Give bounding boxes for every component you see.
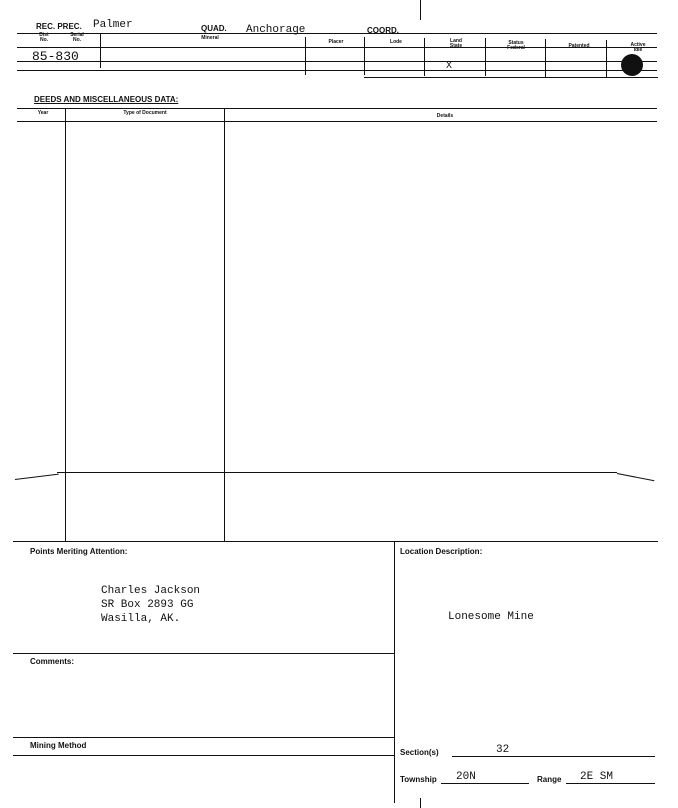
rec-prec-value: Palmer	[93, 19, 133, 31]
points-line-3: Wasilla, AK.	[101, 613, 181, 625]
comments-rule	[13, 653, 394, 654]
deeds-top-rule	[17, 108, 657, 109]
range-label: Range	[537, 775, 562, 784]
section-line	[452, 756, 655, 757]
range-line	[566, 783, 655, 784]
header-sub-rule	[17, 47, 657, 48]
township-value: 20N	[456, 771, 476, 783]
col-mineral: Mineral	[201, 35, 219, 41]
comments-label: Comments:	[30, 657, 75, 666]
col-active-idle: Active Idle	[630, 42, 646, 53]
deeds-col-details: Details	[436, 113, 454, 119]
rec-prec-label: REC. PREC.	[36, 22, 82, 31]
land-state-mark: X	[446, 61, 453, 72]
col-placer: Placer	[328, 39, 344, 45]
mining-rule	[13, 737, 394, 738]
grid-v-patented	[606, 40, 607, 78]
col-status-federal: Status Federal	[507, 40, 525, 51]
points-line-2: SR Box 2893 GG	[101, 599, 194, 611]
deeds-v-type	[224, 108, 225, 541]
top-tick	[420, 0, 421, 20]
deeds-col-year: Year	[37, 110, 49, 116]
points-label: Points Meriting Attention:	[30, 547, 128, 556]
fold-line-right	[617, 473, 654, 481]
row-rule	[17, 61, 657, 62]
deeds-title: DEEDS AND MISCELLANEOUS DATA:	[34, 95, 179, 104]
deeds-col-type: Type of Document	[123, 110, 167, 116]
coord-label: COORD.	[367, 26, 399, 35]
col-land-state: Land State	[449, 38, 463, 49]
mining-method-label: Mining Method	[30, 741, 87, 750]
mining-sub-rule	[13, 755, 394, 756]
bottom-tick	[420, 798, 421, 808]
row-bottom-rule-2	[364, 77, 658, 78]
township-label: Township	[400, 775, 437, 784]
points-line-1: Charles Jackson	[101, 585, 201, 597]
grid-v-dist	[100, 34, 101, 68]
deeds-head-rule	[17, 121, 657, 122]
col-patented: Patented	[568, 43, 590, 49]
lower-top-rule	[13, 541, 658, 542]
fold-line	[57, 472, 617, 473]
section-label: Section(s)	[400, 748, 439, 757]
quad-label: QUAD.	[201, 24, 227, 33]
location-label: Location Description:	[400, 547, 483, 556]
row-bottom-rule	[17, 70, 657, 71]
deeds-v-year	[65, 108, 66, 541]
col-lode: Lode	[390, 39, 402, 45]
col-dist-no: Dist No.	[39, 32, 49, 43]
township-line	[441, 783, 529, 784]
location-value: Lonesome Mine	[448, 611, 534, 623]
active-status-dot	[621, 54, 643, 76]
fold-line-left	[15, 474, 59, 480]
lower-divider	[394, 541, 395, 803]
section-value: 32	[496, 744, 510, 756]
header-rule	[17, 33, 657, 34]
col-serial-no: Serial No.	[70, 32, 84, 43]
grid-v-status	[545, 39, 546, 77]
quad-value: Anchorage	[246, 24, 306, 36]
range-value: 2E SM	[580, 771, 614, 783]
dist-value: 85-830	[32, 49, 79, 64]
